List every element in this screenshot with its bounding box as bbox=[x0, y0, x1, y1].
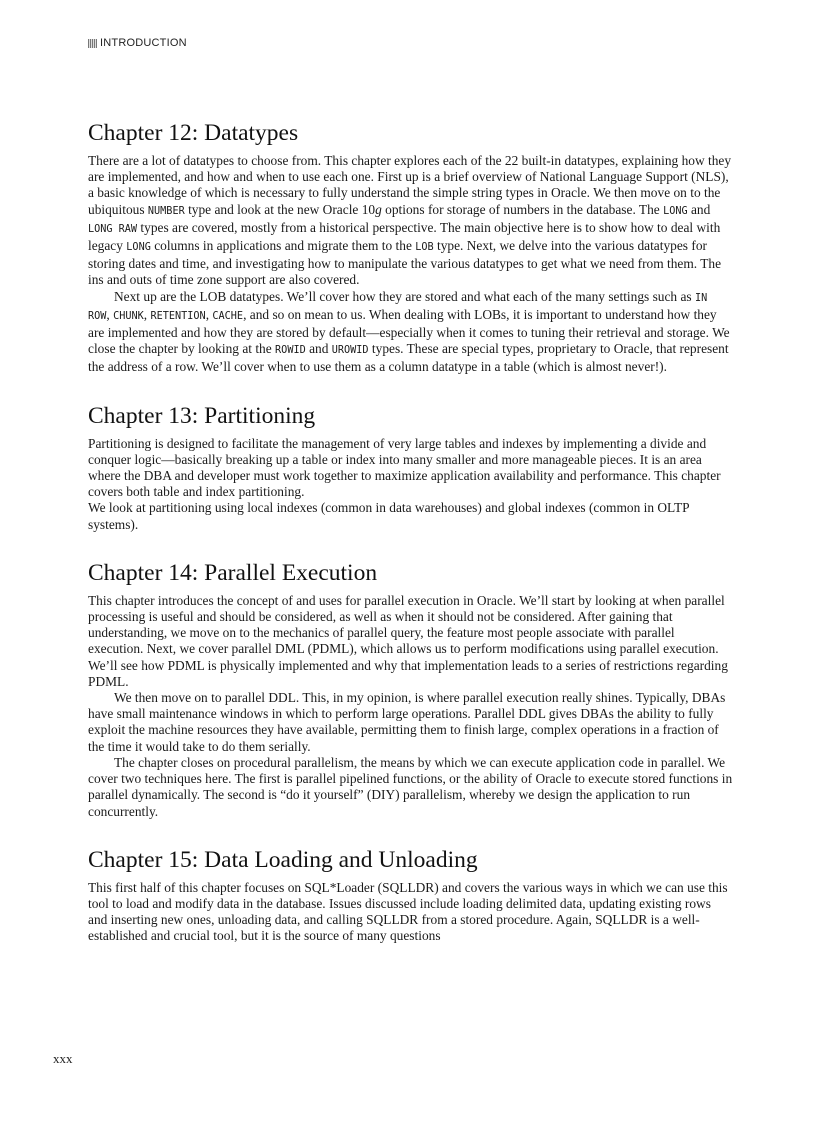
chapter-12-heading: Chapter 12: Datatypes bbox=[88, 120, 299, 146]
text-run: and bbox=[687, 201, 711, 217]
text-run: type and look at the new Oracle bbox=[184, 201, 362, 217]
chapter-14-heading: Chapter 14: Parallel Execution bbox=[88, 559, 378, 586]
text-run: type. Next, we delve into the various datatypes for storing dates and time, and investigating how to manipulate the various datatypes to get what we need from them. The ins and outs of time zone support are also covered. bbox=[88, 238, 722, 288]
inline-code-term: UROWID bbox=[331, 345, 369, 357]
inline-code-term: NUMBER bbox=[147, 205, 185, 217]
inline-code-term: IN ROW bbox=[88, 292, 708, 322]
inline-code-term: LONG RAW bbox=[88, 223, 138, 235]
chapter-12-section bbox=[88, 118, 733, 376]
text-run: We then move on to parallel DDL. This, in my opinion, is where parallel execution really shines. Typically, DBAs have small maintenance windows in which to perform large operations. Parallel DDL gives DBAs the ability to fully exploit the machine resources they have available, permitting them to finish large, complex operations in a fraction of the time it would take to do them serially. bbox=[88, 690, 726, 754]
text-run: This first half of this chapter focuses on SQL*Loader (SQLLDR) and covers the various ways in which we can use this tool to load and modify data in the database. Issues discussed include loading delimited data, updating existing rows and inserting new ones, unloading data, and calling SQLLDR from a stored procedure. Again, SQLLDR is a well-established and crucial tool, but it is the source of many questions bbox=[88, 879, 728, 944]
chapter-15-paragraph-1 bbox=[88, 880, 733, 945]
chapter-12-paragraph-1 bbox=[88, 153, 733, 289]
text-run: types are covered, mostly from a historical perspective. The main objective here is to show how to deal with legacy bbox=[88, 219, 721, 254]
italic-text: g bbox=[375, 201, 382, 217]
running-head-marker-icon bbox=[88, 39, 97, 48]
text-run: columns in applications and migrate them to the bbox=[150, 238, 416, 254]
text-run: Partitioning is designed to facilitate the management of very large tables and indexes by implementing a divide and conquer logic—basically breaking up a table or index into many smaller and more manageable pieces. It is an area where the DBA and developer must work together to maximize application availability and performance. This chapter covers both table and index partitioning. bbox=[88, 435, 721, 500]
text-run: There are a lot of datatypes to choose from. This chapter explores each of the 22 built-in datatypes, explaining how they are implemented, and how and when to use each one. First up is a brief overview of National Language Support (NLS), a basic knowledge of which is necessary to fully understand the simple string types in Oracle. We then move on to the ubiquitous bbox=[88, 153, 732, 217]
chapter-15-heading: Chapter 15: Data Loading and Unloading bbox=[88, 846, 478, 873]
text-run: , bbox=[143, 306, 151, 322]
chapter-13-heading: Chapter 13: Partitioning bbox=[88, 402, 316, 429]
chapter-14-section bbox=[88, 558, 733, 820]
text-run: 10 bbox=[361, 201, 376, 217]
inline-code-term: ROWID bbox=[275, 345, 306, 357]
text-run: and bbox=[305, 341, 332, 357]
chapter-15-section bbox=[88, 845, 733, 945]
inline-code-term: LOB bbox=[415, 242, 434, 254]
text-run: types. These are special types, proprietary to Oracle, that represent the address of a row. We’ll cover when to use them as a column datatype in a table (which is almost never!). bbox=[88, 341, 729, 375]
text-run: We look at partitioning using local indexes (common in data warehouses) and global indexes (common in OLTP systems). bbox=[88, 500, 690, 532]
text-run: , and so on mean to us. When dealing with LOBs, it is important to understand how they are implemented and how they are stored by default—especially when it comes to tuning their retrieval and storage. We close the chapter by looking at the bbox=[88, 306, 730, 357]
inline-code-term: RETENTION bbox=[150, 310, 206, 322]
text-run: , bbox=[205, 306, 213, 322]
inline-code-term: LONG bbox=[663, 205, 688, 217]
page-number: xxx bbox=[53, 1051, 73, 1066]
text-run: , bbox=[106, 306, 114, 322]
text-run: This chapter introduces the concept of and uses for parallel execution in Oracle. We’ll start by looking at when parallel processing is useful and should be considered, as well as when it should not be considered. After gaining that understanding, we move on to the mechanics of parallel query, the feature most people associate with parallel execution. Next, we cover parallel DML (PDML), which allows us to perform modifications using parallel execution. We’ll see how PDML is physically implemented and why that implementation leads to a series of restrictions regarding PDML. bbox=[88, 592, 728, 689]
chapter-14-paragraph-1 bbox=[88, 593, 733, 690]
running-head bbox=[88, 37, 187, 49]
inline-code-term: CHUNK bbox=[113, 310, 144, 322]
chapter-13-paragraph-1 bbox=[88, 436, 733, 501]
chapter-14-paragraph-3 bbox=[88, 755, 733, 820]
chapter-14-paragraph-2 bbox=[88, 690, 733, 755]
text-run: Next up are the LOB datatypes. We’ll cover how they are stored and what each of the many settings such as bbox=[114, 288, 695, 304]
inline-code-term: LONG bbox=[126, 242, 151, 254]
text-run: The chapter closes on procedural parallelism, the means by which we can execute application code in parallel. We cover two techniques here. The first is parallel pipelined functions, or the ability of Oracle to execute stored functions in parallel dynamically. The second is “do it yourself” (DIY) parallelism, whereby we design the application to run concurrently. bbox=[88, 754, 733, 819]
text-run: options for storage of numbers in the database. The bbox=[381, 201, 664, 217]
inline-code-term: CACHE bbox=[212, 310, 244, 322]
chapter-13-paragraph-2 bbox=[88, 500, 733, 532]
page-content bbox=[88, 118, 733, 970]
running-head-text: INTRODUCTION bbox=[100, 37, 187, 49]
chapter-13-section bbox=[88, 401, 733, 533]
chapter-12-paragraph-2 bbox=[88, 289, 733, 376]
